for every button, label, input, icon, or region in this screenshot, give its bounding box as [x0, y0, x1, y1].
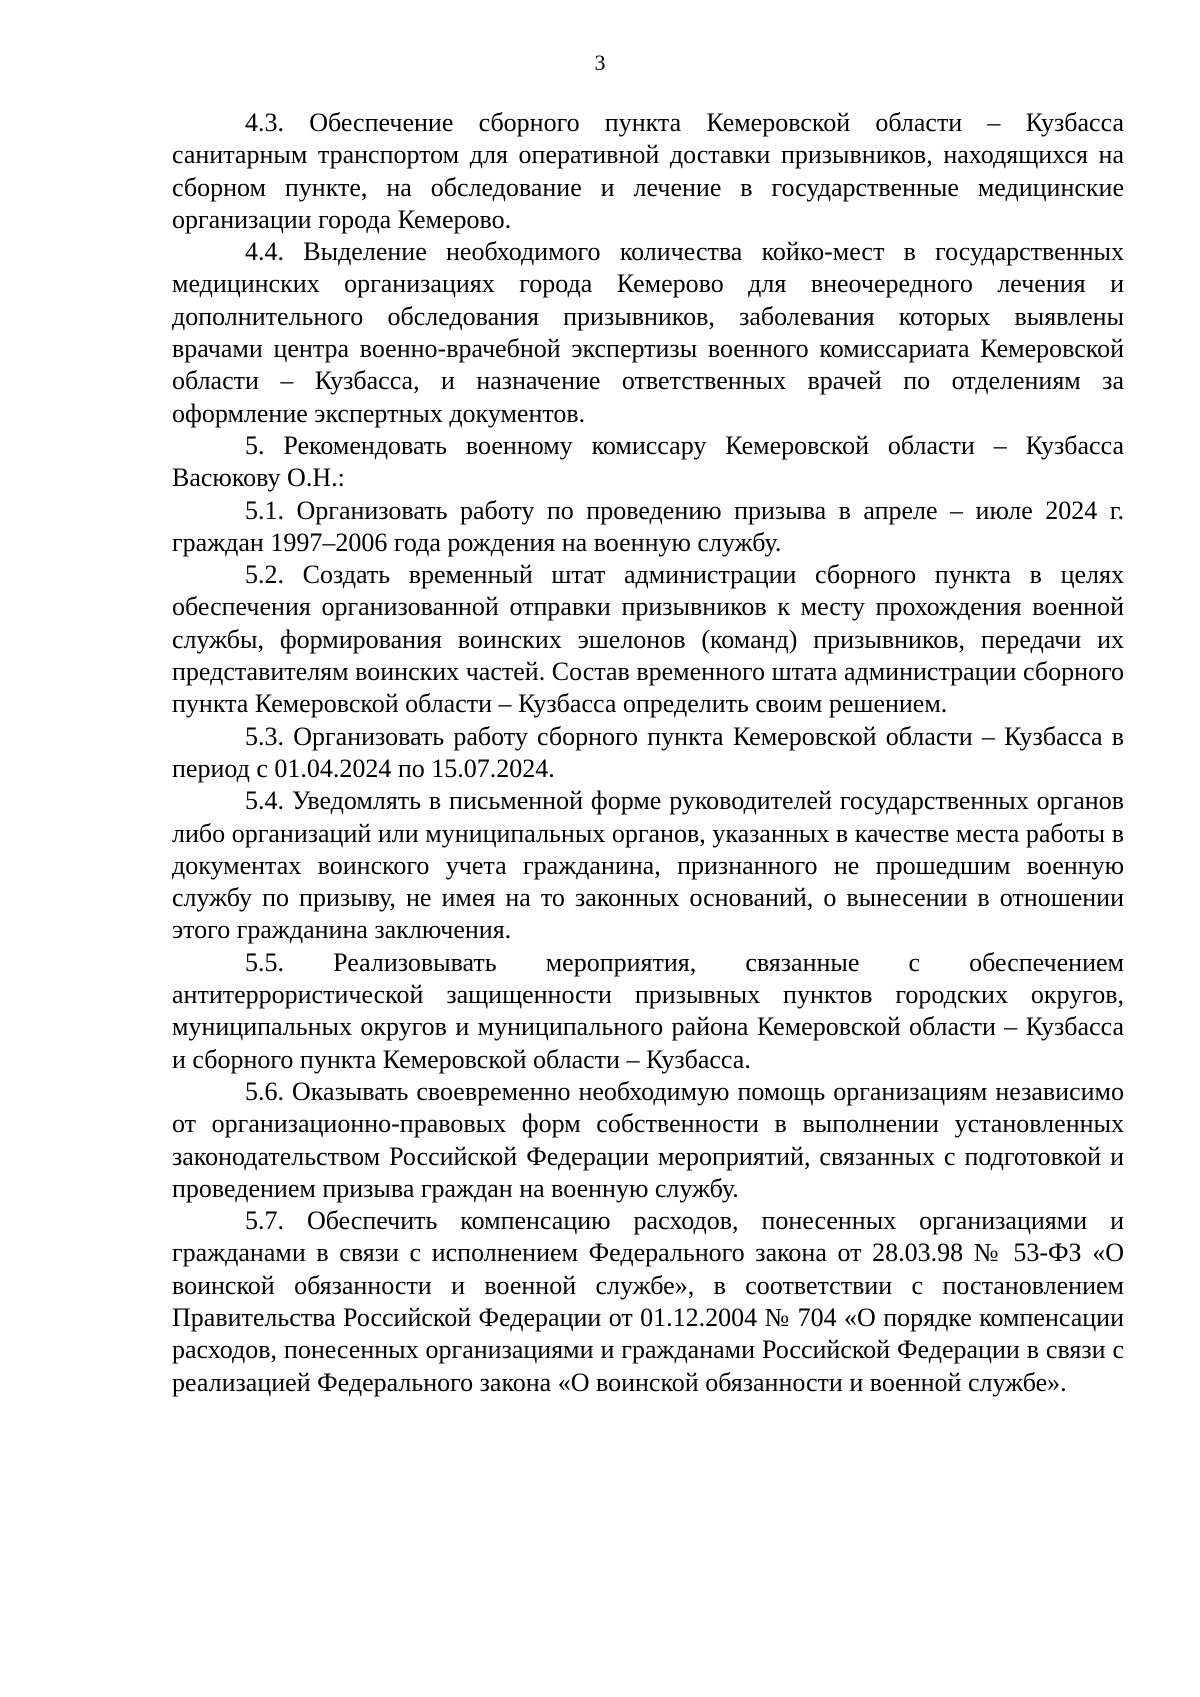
- paragraph-5-5: 5.5. Реализовывать мероприятия, связанные с обеспечением антитеррористической защищенности призывных пунктов городских округов, муниципальных округов и муниципального района Кемеровской области – Кузбасса и сборного пункта Кемеровской области – Кузбасса.: [172, 947, 1124, 1074]
- paragraph-5: 5. Рекомендовать военному комиссару Кемеровской области – Кузбасса Васюкову О.Н.:: [172, 430, 1124, 493]
- paragraph-4-3: 4.3. Обеспечение сборного пункта Кемеровской области – Кузбасса санитарным транспортом для оперативной доставки призывников, находящихся на сборном пункте, на обследование и лечение в государственные медицинские организации города Кемерово.: [172, 108, 1124, 234]
- paragraph-5-6: 5.6. Оказывать своевременно необходимую помощь организациям независимо от организационно-правовых форм собственности в выполнении установленных законодательством Российской Федерации мероприятий, связанных с подготовкой и проведением призыва граждан на военную службу.: [172, 1076, 1124, 1203]
- paragraph-4-4: 4.4. Выделение необходимого количества койко-мест в государственных медицинских организациях города Кемерово для внеочередного лечения и дополнительного обследования призывников, заболевания которых выявлены врачами центра военно-врачебной экспертизы военного комиссариата Кемеровской области – Кузбасса, и назначение ответственных врачей по отделениям за оформление экспертных документов.: [172, 237, 1124, 428]
- paragraph-5-7: 5.7. Обеспечить компенсацию расходов, понесенных организациями и гражданами в связи с исполнением Федерального закона от 28.03.98 № 53-ФЗ «О воинской обязанности и военной службе», в соответствии с постановлением Правительства Российской Федерации от 01.12.2004 № 704 «О порядке компенсации расходов, понесенных организациями и гражданами Российской Федерации в связи с реализацией Федерального закона «О воинской обязанности и военной службе».: [172, 1206, 1124, 1397]
- paragraph-5-2: 5.2. Создать временный штат администрации сборного пункта в целях обеспечения организованной отправки призывников к месту прохождения военной службы, формирования воинских эшелонов (команд) призывников, передачи их представителям воинских частей. Состав временного штата администрации сборного пункта Кемеровской области – Кузбасса определить своим решением.: [172, 560, 1124, 719]
- paragraph-5-3: 5.3. Организовать работу сборного пункта Кемеровской области – Кузбасса в период с 01.04.2024 по 15.07.2024.: [172, 721, 1124, 783]
- paragraph-5-4: 5.4. Уведомлять в письменной форме руководителей государственных органов либо организаций или муниципальных органов, указанных в качестве места работы в документах воинского учета гражданина, признанного не прошедшим военную службу по призыву, не имея на то законных оснований, о вынесении в отношении этого гражданина заключения.: [172, 786, 1124, 945]
- document-body: [172, 107, 1124, 1399]
- page-number: 3: [594, 50, 606, 75]
- paragraph-5-1: 5.1. Организовать работу по проведению призыва в апреле – июле 2024 г. граждан 1997–2006 года рождения на военную службу.: [172, 495, 1124, 557]
